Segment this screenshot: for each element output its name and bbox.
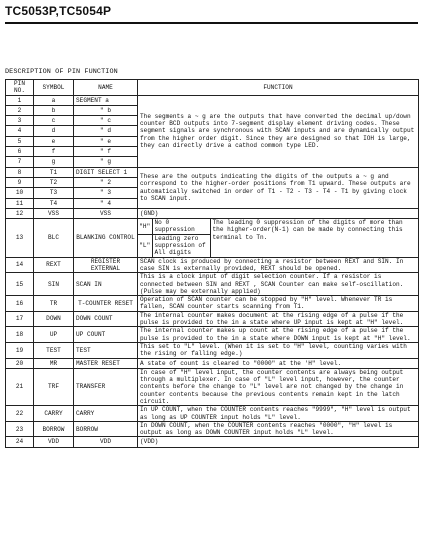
pin-number: 17	[6, 311, 34, 327]
pin-number: 20	[6, 358, 34, 368]
pin-number: 5	[6, 136, 34, 146]
pin-function: (GND)	[138, 208, 419, 218]
col-header-symbol: SYMBOL	[34, 80, 74, 96]
pin-number: 22	[6, 406, 34, 422]
pin-function: A state of count is cleared to "0000" at the 'H" level.	[138, 358, 419, 368]
pin-function: The internal counter makes up count at the rising edge of a pulse if the pulse is provided to the in a state where DOWN input is kept at "H" level.	[138, 327, 419, 343]
pin-symbol: SIN	[34, 273, 74, 296]
pin-number: 21	[6, 368, 34, 405]
pin-name: VSS	[74, 208, 138, 218]
table-header-row	[6, 80, 419, 96]
pin-symbol: BORROW	[34, 421, 74, 437]
table-row	[6, 358, 419, 368]
blc-description: The leading 0 suppression of the digits of more than the higher-order(N-1) can be made by connecting this terminal to Tn.	[212, 219, 403, 241]
pin-name: TRANSFER	[74, 368, 138, 405]
pin-name: REGISTER EXTERNAL	[74, 257, 138, 273]
pin-name: VDD	[74, 437, 138, 447]
pin-symbol: c	[34, 116, 74, 126]
pin-number: 10	[6, 188, 34, 198]
pin-function: In UP COUNT, when the COUNTER contents reaches "9999", "H" level is output as long as UP COUNTER input holds "L" level.	[138, 406, 419, 422]
document-header	[5, 4, 418, 18]
blc-h-text: No 0 suppression	[152, 219, 210, 234]
pin-function	[138, 219, 419, 257]
pin-name: " c	[74, 116, 138, 126]
pin-symbol: g	[34, 157, 74, 167]
pin-symbol: REXT	[34, 257, 74, 273]
pin-function: In case of "H" level input, the counter contents are always being output through a multiplexer. In case of "L" level input, however, the counter contents before the change to "L" level are not changed by the change in counter contents because the previous contents remain kept in the latch circuit.	[138, 368, 419, 405]
pin-symbol: MR	[34, 358, 74, 368]
pin-symbol: e	[34, 136, 74, 146]
table-row	[6, 208, 419, 218]
pin-function-table	[5, 79, 419, 448]
col-header-pin: PIN NO.	[6, 80, 34, 96]
table-row	[6, 342, 419, 358]
pin-symbol: TR	[34, 296, 74, 312]
pin-number: 15	[6, 273, 34, 296]
pin-name: " b	[74, 105, 138, 115]
pin-number: 6	[6, 147, 34, 157]
blc-l-level: "L"	[138, 234, 152, 256]
pin-symbol: TRF	[34, 368, 74, 405]
col-header-name: NAME	[74, 80, 138, 96]
table-row	[6, 257, 419, 273]
pin-symbol: b	[34, 105, 74, 115]
pin-function: This is a clock input of digit selection counter. If a resistor is connected between SIN and REXT , SCAN Counter can make self-oscillation.(Pulse may be externally applied)	[138, 273, 419, 296]
pin-number: 13	[6, 219, 34, 257]
pin-number: 4	[6, 126, 34, 136]
col-header-function: FUNCTION	[138, 80, 419, 96]
pin-symbol: BLC	[34, 219, 74, 257]
pin-function: (VDD)	[138, 437, 419, 447]
blc-h-level: "H"	[138, 219, 152, 234]
pin-number: 1	[6, 95, 34, 105]
pin-symbol: T3	[34, 188, 74, 198]
table-row	[6, 406, 419, 422]
pin-number: 24	[6, 437, 34, 447]
pin-name: " 3	[74, 188, 138, 198]
pin-symbol: VSS	[34, 208, 74, 218]
pin-name: UP COUNT	[74, 327, 138, 343]
table-row	[6, 437, 419, 447]
pin-symbol: CARRY	[34, 406, 74, 422]
pin-name: SCAN IN	[74, 273, 138, 296]
pin-symbol: VDD	[34, 437, 74, 447]
pin-name: BORROW	[74, 421, 138, 437]
pin-function: This set to "L" level. (When it is set to "H" level, counting varies with the rising or falling edge.)	[138, 342, 419, 358]
pin-number: 23	[6, 421, 34, 437]
blc-l-text: Leading zero suppression of All digits	[152, 234, 210, 256]
table-row	[6, 327, 419, 343]
pin-number: 7	[6, 157, 34, 167]
pin-symbol: T2	[34, 177, 74, 187]
pin-name: DIGIT SELECT 1	[74, 167, 138, 177]
pin-name: BLANKING CONTROL	[74, 219, 138, 257]
pin-name: T-COUNTER RESET	[74, 296, 138, 312]
pin-number: 3	[6, 116, 34, 126]
table-row	[6, 95, 419, 105]
pin-name: MASTER RESET	[74, 358, 138, 368]
pin-number: 16	[6, 296, 34, 312]
pin-number: 18	[6, 327, 34, 343]
pin-function: Operation of SCAN counter can be stopped by "H" level. Whenever TR is fallen, SCAN counter starts scanning from T1.	[138, 296, 419, 312]
pin-number: 12	[6, 208, 34, 218]
table-row	[6, 421, 419, 437]
pin-function: The segments a ~ g are the outputs that have converted the decimal up/down counter BCD outputs into 7-segment display element driving codes. These segment signals are synchronous with SCAN inputs and are dynamically output from the higher order digit. Since they are designed so that IOH is large, they can directly drive a cathod common type LED.	[138, 95, 419, 167]
pin-name: " 4	[74, 198, 138, 208]
blc-function-table	[138, 219, 418, 256]
pin-number: 9	[6, 177, 34, 187]
header-rule	[5, 22, 418, 24]
pin-name: CARRY	[74, 406, 138, 422]
pin-name: " d	[74, 126, 138, 136]
pin-function: SCAN clock is produced by connecting a resistor between REXT and SIN. In case SIN is externally provided, REXT should be opened.	[138, 257, 419, 273]
pin-symbol: d	[34, 126, 74, 136]
pin-name: " 2	[74, 177, 138, 187]
pin-symbol: T4	[34, 198, 74, 208]
pin-symbol: f	[34, 147, 74, 157]
pin-name: " f	[74, 147, 138, 157]
table-row	[6, 368, 419, 405]
table-row	[6, 296, 419, 312]
pin-name: " g	[74, 157, 138, 167]
pin-function: The internal counter makes document at the rising edge of a pulse if the pulse is provided to the in a state where UP input is kept at "H" level.	[138, 311, 419, 327]
pin-name: TEST	[74, 342, 138, 358]
pin-name: SEGMENT a	[74, 95, 138, 105]
table-row	[6, 219, 419, 257]
pin-function: These are the outputs indicating the digits of the outputs a ~ g and correspond to the higher-order positions from T1 upward. These outputs are automatically switched in order of T1 - T2 - T3 - T4 - T1 by giving clock to SCAN input.	[138, 167, 419, 208]
pin-name: DOWN COUNT	[74, 311, 138, 327]
page-title: TC5053P,TC5054P	[5, 4, 112, 18]
pin-symbol: UP	[34, 327, 74, 343]
pin-symbol: T1	[34, 167, 74, 177]
pin-number: 2	[6, 105, 34, 115]
pin-name: " e	[74, 136, 138, 146]
pin-symbol: a	[34, 95, 74, 105]
section-title: DESCRIPTION OF PIN FUNCTION	[5, 68, 118, 76]
table-row	[6, 311, 419, 327]
pin-symbol: DOWN	[34, 311, 74, 327]
pin-number: 14	[6, 257, 34, 273]
pin-number: 8	[6, 167, 34, 177]
table-row	[6, 273, 419, 296]
table-row	[6, 167, 419, 177]
pin-number: 11	[6, 198, 34, 208]
pin-symbol: TEST	[34, 342, 74, 358]
pin-function: In DOWN COUNT, when the COUNTER contents reaches "0000", "H" level is output as long as DOWN COUNTER input holds "L" level.	[138, 421, 419, 437]
pin-number: 19	[6, 342, 34, 358]
